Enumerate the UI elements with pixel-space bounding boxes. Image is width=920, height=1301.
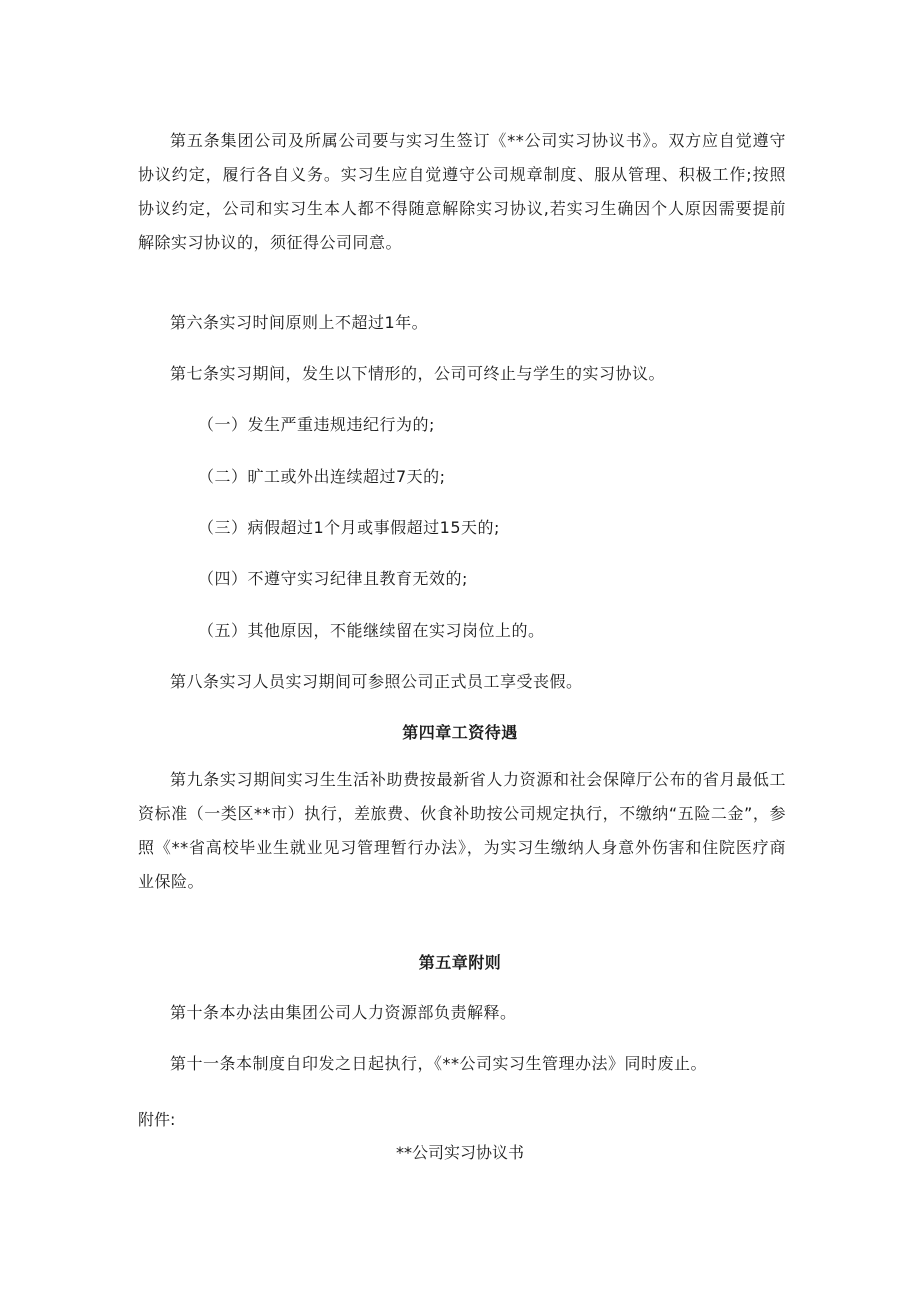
article-6: 第六条实习时间原则上不超过1年。 xyxy=(170,313,429,332)
article-11: 第十一条本制度自印发之日起执行，《**公司实习生管理办法》同时废止。 xyxy=(170,1054,708,1073)
chapter-4-heading: 第四章工资待遇 xyxy=(402,723,518,742)
article-9: 第九条实习期间实习生生活补助费按最新省人力资源和社会保障厅公布的省月最低工资标准（一类区**市）执行，差旅费、伙食补助按公司规定执行，不缴纳“五险二金”，参照《**省高校毕业生就业见习管理暂行办法》，为实习生缴纳人身意外伤害和住院医疗商业保险。 xyxy=(138,770,786,891)
attachment-label: 附件: xyxy=(138,1110,176,1129)
list-item-3: （三）病假超过1个月或事假超过15天的; xyxy=(198,518,500,537)
article-7: 第七条实习期间，发生以下情形的，公司可终止与学生的实习协议。 xyxy=(170,364,666,383)
list-item-2: （二）旷工或外出连续超过7天的; xyxy=(198,467,446,486)
article-10: 第十条本办法由集团公司人力资源部负责解释。 xyxy=(170,1003,517,1022)
list-item-1: （一）发生严重违规违纪行为的; xyxy=(198,415,435,434)
list-item-5: （五）其他原因，不能继续留在实习岗位上的。 xyxy=(198,621,545,640)
list-item-4: （四）不遵守实习纪律且教育无效的; xyxy=(198,569,468,588)
article-5: 第五条集团公司及所属公司要与实习生签订《**公司实习协议书》。双方应自觉遵守协议约定，履行各自义务。实习生应自觉遵守公司规章制度、服从管理、积极工作;按照协议约定，公司和实习生本人都不得随意解除实习协议,若实习生确因个人原因需要提前解除实习协议的，须征得公司同意。 xyxy=(138,131,786,252)
chapter-5-heading: 第五章附则 xyxy=(418,953,502,972)
attachment-title: **公司实习协议书 xyxy=(395,1143,524,1162)
article-8: 第八条实习人员实习期间可参照公司正式员工享受丧假。 xyxy=(170,672,583,691)
